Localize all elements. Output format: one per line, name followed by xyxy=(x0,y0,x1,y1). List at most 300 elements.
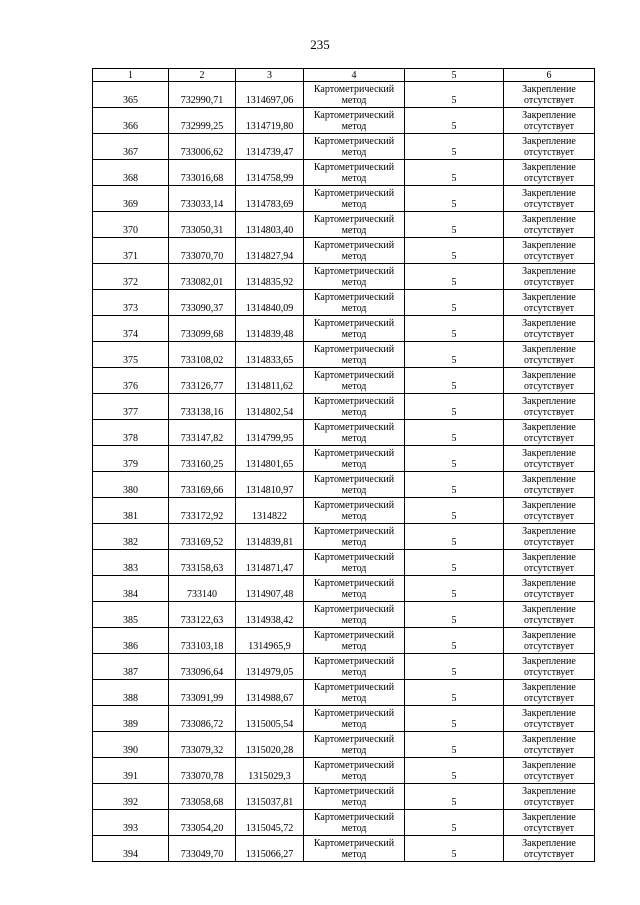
table-row xyxy=(93,186,595,212)
method-cell xyxy=(304,550,405,576)
point-number-cell: 379 xyxy=(93,446,169,472)
fixation-line: Закрепление xyxy=(522,317,576,329)
column-header: 2 xyxy=(169,69,236,82)
fixation-cell xyxy=(504,342,595,368)
accuracy-cell: 5 xyxy=(405,160,504,186)
accuracy-cell: 5 xyxy=(405,680,504,706)
fixation-cell xyxy=(504,680,595,706)
fixation-line: отсутствует xyxy=(523,224,575,236)
x-coordinate-cell: 733169,52 xyxy=(169,524,236,550)
accuracy-cell: 5 xyxy=(405,420,504,446)
fixation-cell xyxy=(504,810,595,836)
fixation-cell xyxy=(504,758,595,784)
fixation-cell xyxy=(504,212,595,238)
method-line: метод xyxy=(341,120,367,132)
point-number-cell: 372 xyxy=(93,264,169,290)
method-line: Картометрический xyxy=(313,837,395,849)
table-row xyxy=(93,758,595,784)
method-line: Картометрический xyxy=(313,525,395,537)
method-line: Картометрический xyxy=(313,83,395,95)
fixation-cell xyxy=(504,316,595,342)
point-number-cell: 386 xyxy=(93,628,169,654)
fixation-cell xyxy=(504,784,595,810)
x-coordinate-cell: 733172,92 xyxy=(169,498,236,524)
point-number-cell: 376 xyxy=(93,368,169,394)
accuracy-cell: 5 xyxy=(405,472,504,498)
fixation-cell xyxy=(504,706,595,732)
point-number-cell: 368 xyxy=(93,160,169,186)
fixation-cell xyxy=(504,628,595,654)
table-row xyxy=(93,472,595,498)
method-line: Картометрический xyxy=(313,239,395,251)
y-coordinate-cell: 1315066,27 xyxy=(236,836,304,862)
point-number-cell: 365 xyxy=(93,82,169,108)
method-cell xyxy=(304,160,405,186)
method-line: метод xyxy=(341,666,367,678)
point-number-cell: 367 xyxy=(93,134,169,160)
point-number-cell: 384 xyxy=(93,576,169,602)
fixation-cell xyxy=(504,238,595,264)
fixation-line: Закрепление xyxy=(522,655,576,667)
fixation-line: Закрепление xyxy=(522,213,576,225)
method-cell xyxy=(304,654,405,680)
method-line: метод xyxy=(341,848,367,860)
method-line: метод xyxy=(341,250,367,262)
method-line: Картометрический xyxy=(313,317,395,329)
method-cell xyxy=(304,758,405,784)
method-line: метод xyxy=(341,458,367,470)
x-coordinate-cell: 733126,77 xyxy=(169,368,236,394)
y-coordinate-cell: 1314988,67 xyxy=(236,680,304,706)
fixation-line: Закрепление xyxy=(522,499,576,511)
accuracy-cell: 5 xyxy=(405,576,504,602)
table-row xyxy=(93,628,595,654)
x-coordinate-cell: 733082,01 xyxy=(169,264,236,290)
y-coordinate-cell: 1314827,94 xyxy=(236,238,304,264)
method-line: Картометрический xyxy=(313,707,395,719)
fixation-line: Закрепление xyxy=(522,629,576,641)
point-number-cell: 381 xyxy=(93,498,169,524)
x-coordinate-cell: 733096,64 xyxy=(169,654,236,680)
method-line: Картометрический xyxy=(313,785,395,797)
fixation-line: Закрепление xyxy=(522,83,576,95)
accuracy-cell: 5 xyxy=(405,550,504,576)
y-coordinate-cell: 1314739,47 xyxy=(236,134,304,160)
coordinates-table xyxy=(92,68,595,862)
column-header: 4 xyxy=(304,69,405,82)
fixation-line: отсутствует xyxy=(523,796,575,808)
fixation-cell xyxy=(504,446,595,472)
point-number-cell: 366 xyxy=(93,108,169,134)
point-number-cell: 383 xyxy=(93,550,169,576)
method-line: метод xyxy=(341,172,367,184)
fixation-line: отсутствует xyxy=(523,822,575,834)
fixation-cell xyxy=(504,472,595,498)
x-coordinate-cell: 733169,66 xyxy=(169,472,236,498)
fixation-cell xyxy=(504,602,595,628)
table-row xyxy=(93,706,595,732)
method-cell xyxy=(304,524,405,550)
table-row xyxy=(93,784,595,810)
point-number-cell: 380 xyxy=(93,472,169,498)
method-line: Картометрический xyxy=(313,629,395,641)
accuracy-cell: 5 xyxy=(405,134,504,160)
fixation-line: Закрепление xyxy=(522,473,576,485)
y-coordinate-cell: 1314801,65 xyxy=(236,446,304,472)
y-coordinate-cell: 1315005,54 xyxy=(236,706,304,732)
x-coordinate-cell: 732990,71 xyxy=(169,82,236,108)
page-number: 235 xyxy=(310,37,330,52)
accuracy-cell: 5 xyxy=(405,368,504,394)
method-line: метод xyxy=(341,328,367,340)
method-line: метод xyxy=(341,94,367,106)
accuracy-cell: 5 xyxy=(405,238,504,264)
method-cell xyxy=(304,394,405,420)
method-line: Картометрический xyxy=(313,473,395,485)
accuracy-cell: 5 xyxy=(405,706,504,732)
accuracy-cell: 5 xyxy=(405,446,504,472)
x-coordinate-cell: 733140 xyxy=(169,576,236,602)
method-line: метод xyxy=(341,432,367,444)
accuracy-cell: 5 xyxy=(405,264,504,290)
fixation-line: Закрепление xyxy=(522,239,576,251)
point-number-cell: 370 xyxy=(93,212,169,238)
accuracy-cell: 5 xyxy=(405,498,504,524)
fixation-line: Закрепление xyxy=(522,525,576,537)
y-coordinate-cell: 1314802,54 xyxy=(236,394,304,420)
x-coordinate-cell: 733054,20 xyxy=(169,810,236,836)
table-row xyxy=(93,680,595,706)
fixation-line: отсутствует xyxy=(523,770,575,782)
method-line: Картометрический xyxy=(313,213,395,225)
fixation-line: Закрепление xyxy=(522,447,576,459)
method-line: Картометрический xyxy=(313,187,395,199)
fixation-line: Закрепление xyxy=(522,707,576,719)
fixation-line: Закрепление xyxy=(522,603,576,615)
fixation-line: отсутствует xyxy=(523,484,575,496)
table-row xyxy=(93,420,595,446)
table-row xyxy=(93,654,595,680)
fixation-cell xyxy=(504,524,595,550)
point-number-cell: 392 xyxy=(93,784,169,810)
fixation-line: отсутствует xyxy=(523,328,575,340)
point-number-cell: 385 xyxy=(93,602,169,628)
x-coordinate-cell: 733108,02 xyxy=(169,342,236,368)
method-cell xyxy=(304,316,405,342)
fixation-line: Закрепление xyxy=(522,811,576,823)
method-cell xyxy=(304,472,405,498)
point-number-cell: 375 xyxy=(93,342,169,368)
fixation-line: Закрепление xyxy=(522,551,576,563)
fixation-line: Закрепление xyxy=(522,421,576,433)
column-header: 3 xyxy=(236,69,304,82)
fixation-line: Закрепление xyxy=(522,577,576,589)
method-line: метод xyxy=(341,770,367,782)
method-cell xyxy=(304,732,405,758)
table-row xyxy=(93,524,595,550)
method-line: Картометрический xyxy=(313,603,395,615)
fixation-cell xyxy=(504,186,595,212)
y-coordinate-cell: 1314979,05 xyxy=(236,654,304,680)
fixation-line: отсутствует xyxy=(523,198,575,210)
method-line: метод xyxy=(341,562,367,574)
method-cell xyxy=(304,108,405,134)
fixation-line: отсутствует xyxy=(523,406,575,418)
y-coordinate-cell: 1314799,95 xyxy=(236,420,304,446)
fixation-line: отсутствует xyxy=(523,94,575,106)
fixation-line: отсутствует xyxy=(523,354,575,366)
method-cell xyxy=(304,238,405,264)
fixation-line: отсутствует xyxy=(523,744,575,756)
method-cell xyxy=(304,498,405,524)
fixation-line: Закрепление xyxy=(522,161,576,173)
method-line: Картометрический xyxy=(313,265,395,277)
method-line: Картометрический xyxy=(313,421,395,433)
x-coordinate-cell: 733122,63 xyxy=(169,602,236,628)
table-row xyxy=(93,550,595,576)
y-coordinate-cell: 1314719,80 xyxy=(236,108,304,134)
fixation-line: отсутствует xyxy=(523,848,575,860)
fixation-line: отсутствует xyxy=(523,432,575,444)
method-line: Картометрический xyxy=(313,343,395,355)
accuracy-cell: 5 xyxy=(405,342,504,368)
accuracy-cell: 5 xyxy=(405,602,504,628)
method-line: Картометрический xyxy=(313,135,395,147)
x-coordinate-cell: 733103,18 xyxy=(169,628,236,654)
fixation-line: Закрепление xyxy=(522,343,576,355)
accuracy-cell: 5 xyxy=(405,394,504,420)
fixation-line: отсутствует xyxy=(523,536,575,548)
fixation-cell xyxy=(504,368,595,394)
x-coordinate-cell: 733050,31 xyxy=(169,212,236,238)
table-row xyxy=(93,238,595,264)
table-row xyxy=(93,160,595,186)
method-cell xyxy=(304,420,405,446)
method-line: метод xyxy=(341,354,367,366)
fixation-cell xyxy=(504,290,595,316)
table-row xyxy=(93,290,595,316)
method-line: Картометрический xyxy=(313,395,395,407)
fixation-cell xyxy=(504,108,595,134)
table-row xyxy=(93,576,595,602)
accuracy-cell: 5 xyxy=(405,186,504,212)
fixation-line: Закрепление xyxy=(522,291,576,303)
x-coordinate-cell: 733099,68 xyxy=(169,316,236,342)
method-line: метод xyxy=(341,224,367,236)
point-number-cell: 377 xyxy=(93,394,169,420)
y-coordinate-cell: 1314871,47 xyxy=(236,550,304,576)
fixation-cell xyxy=(504,420,595,446)
table-row xyxy=(93,82,595,108)
fixation-cell xyxy=(504,836,595,862)
point-number-cell: 394 xyxy=(93,836,169,862)
accuracy-cell: 5 xyxy=(405,732,504,758)
method-cell xyxy=(304,576,405,602)
x-coordinate-cell: 733033,14 xyxy=(169,186,236,212)
fixation-cell xyxy=(504,394,595,420)
point-number-cell: 387 xyxy=(93,654,169,680)
table-row xyxy=(93,264,595,290)
point-number-cell: 374 xyxy=(93,316,169,342)
method-line: метод xyxy=(341,718,367,730)
table-row xyxy=(93,342,595,368)
point-number-cell: 378 xyxy=(93,420,169,446)
fixation-cell xyxy=(504,550,595,576)
y-coordinate-cell: 1314783,69 xyxy=(236,186,304,212)
fixation-line: Закрепление xyxy=(522,369,576,381)
y-coordinate-cell: 1314810,97 xyxy=(236,472,304,498)
x-coordinate-cell: 733160,25 xyxy=(169,446,236,472)
fixation-line: Закрепление xyxy=(522,395,576,407)
method-cell xyxy=(304,602,405,628)
table-header xyxy=(93,69,595,82)
fixation-cell xyxy=(504,498,595,524)
fixation-line: Закрепление xyxy=(522,265,576,277)
fixation-line: отсутствует xyxy=(523,302,575,314)
fixation-line: Закрепление xyxy=(522,135,576,147)
method-line: метод xyxy=(341,406,367,418)
method-line: метод xyxy=(341,744,367,756)
table-row xyxy=(93,316,595,342)
x-coordinate-cell: 733138,16 xyxy=(169,394,236,420)
accuracy-cell: 5 xyxy=(405,836,504,862)
fixation-line: Закрепление xyxy=(522,187,576,199)
method-line: Картометрический xyxy=(313,447,395,459)
accuracy-cell: 5 xyxy=(405,524,504,550)
fixation-cell xyxy=(504,732,595,758)
fixation-line: отсутствует xyxy=(523,510,575,522)
method-cell xyxy=(304,706,405,732)
fixation-line: отсутствует xyxy=(523,172,575,184)
x-coordinate-cell: 733158,63 xyxy=(169,550,236,576)
method-line: Картометрический xyxy=(313,681,395,693)
method-line: метод xyxy=(341,796,367,808)
table-row xyxy=(93,446,595,472)
fixation-cell xyxy=(504,134,595,160)
method-cell xyxy=(304,212,405,238)
method-line: Картометрический xyxy=(313,161,395,173)
accuracy-cell: 5 xyxy=(405,108,504,134)
method-line: метод xyxy=(341,640,367,652)
method-cell xyxy=(304,784,405,810)
y-coordinate-cell: 1314839,48 xyxy=(236,316,304,342)
method-line: Картометрический xyxy=(313,655,395,667)
y-coordinate-cell: 1315020,28 xyxy=(236,732,304,758)
method-line: Картометрический xyxy=(313,577,395,589)
x-coordinate-cell: 733090,37 xyxy=(169,290,236,316)
table-row xyxy=(93,732,595,758)
y-coordinate-cell: 1315045,72 xyxy=(236,810,304,836)
x-coordinate-cell: 732999,25 xyxy=(169,108,236,134)
accuracy-cell: 5 xyxy=(405,758,504,784)
method-line: Картометрический xyxy=(313,759,395,771)
fixation-line: отсутствует xyxy=(523,718,575,730)
point-number-cell: 388 xyxy=(93,680,169,706)
fixation-line: отсутствует xyxy=(523,666,575,678)
method-line: Картометрический xyxy=(313,551,395,563)
accuracy-cell: 5 xyxy=(405,316,504,342)
y-coordinate-cell: 1314840,09 xyxy=(236,290,304,316)
method-line: метод xyxy=(341,484,367,496)
fixation-cell xyxy=(504,82,595,108)
fixation-line: отсутствует xyxy=(523,458,575,470)
method-line: метод xyxy=(341,822,367,834)
method-cell xyxy=(304,368,405,394)
x-coordinate-cell: 733086,72 xyxy=(169,706,236,732)
table-row xyxy=(93,602,595,628)
y-coordinate-cell: 1314833,65 xyxy=(236,342,304,368)
method-cell xyxy=(304,134,405,160)
fixation-cell xyxy=(504,160,595,186)
table-row xyxy=(93,134,595,160)
method-line: метод xyxy=(341,146,367,158)
fixation-line: отсутствует xyxy=(523,562,575,574)
point-number-cell: 373 xyxy=(93,290,169,316)
table-row xyxy=(93,394,595,420)
table-row xyxy=(93,498,595,524)
fixation-line: Закрепление xyxy=(522,759,576,771)
fixation-line: Закрепление xyxy=(522,109,576,121)
method-cell xyxy=(304,446,405,472)
method-line: Картометрический xyxy=(313,811,395,823)
method-cell xyxy=(304,290,405,316)
y-coordinate-cell: 1314758,99 xyxy=(236,160,304,186)
table-row xyxy=(93,368,595,394)
accuracy-cell: 5 xyxy=(405,784,504,810)
accuracy-cell: 5 xyxy=(405,82,504,108)
column-header: 5 xyxy=(405,69,504,82)
fixation-line: отсутствует xyxy=(523,276,575,288)
method-line: Картометрический xyxy=(313,733,395,745)
method-cell xyxy=(304,264,405,290)
x-coordinate-cell: 733006,62 xyxy=(169,134,236,160)
method-cell xyxy=(304,628,405,654)
method-cell xyxy=(304,836,405,862)
table-row xyxy=(93,108,595,134)
y-coordinate-cell: 1314907,48 xyxy=(236,576,304,602)
accuracy-cell: 5 xyxy=(405,290,504,316)
method-line: Картометрический xyxy=(313,499,395,511)
fixation-line: Закрепление xyxy=(522,837,576,849)
x-coordinate-cell: 733091,99 xyxy=(169,680,236,706)
fixation-cell xyxy=(504,264,595,290)
x-coordinate-cell: 733016,68 xyxy=(169,160,236,186)
fixation-line: Закрепление xyxy=(522,785,576,797)
y-coordinate-cell: 1314938,42 xyxy=(236,602,304,628)
table-body xyxy=(93,82,595,862)
header-row xyxy=(93,69,595,82)
fixation-line: Закрепление xyxy=(522,733,576,745)
x-coordinate-cell: 733049,70 xyxy=(169,836,236,862)
fixation-line: отсутствует xyxy=(523,120,575,132)
point-number-cell: 391 xyxy=(93,758,169,784)
fixation-cell xyxy=(504,654,595,680)
point-number-cell: 382 xyxy=(93,524,169,550)
y-coordinate-cell: 1314965,9 xyxy=(236,628,304,654)
method-line: Картометрический xyxy=(313,109,395,121)
y-coordinate-cell: 1314835,92 xyxy=(236,264,304,290)
point-number-cell: 371 xyxy=(93,238,169,264)
point-number-cell: 390 xyxy=(93,732,169,758)
fixation-line: отсутствует xyxy=(523,146,575,158)
accuracy-cell: 5 xyxy=(405,654,504,680)
accuracy-cell: 5 xyxy=(405,628,504,654)
fixation-line: отсутствует xyxy=(523,250,575,262)
fixation-line: отсутствует xyxy=(523,692,575,704)
point-number-cell: 369 xyxy=(93,186,169,212)
y-coordinate-cell: 1314803,40 xyxy=(236,212,304,238)
method-line: метод xyxy=(341,536,367,548)
